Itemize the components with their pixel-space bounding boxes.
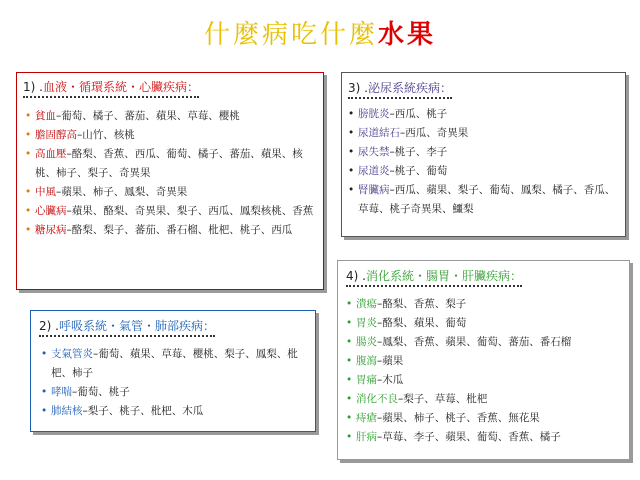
item-key: 糖尿病 (35, 224, 67, 236)
item-text: –桃子、李子 (389, 146, 448, 158)
item-key: 哮喘 (51, 386, 72, 398)
title-part-1: 什麼病吃什麼 (203, 20, 378, 50)
bullet-icon: • (348, 165, 355, 177)
item-key: 腎臟病 (358, 184, 390, 196)
page-title (0, 14, 640, 51)
item-key: 膀胱炎 (358, 108, 390, 120)
item-text: –蘋果、柿子、桃子、香蕉、無花果 (377, 412, 540, 424)
box-2-heading-text: 呼吸系統・氣管・肺部疾病： (58, 319, 215, 333)
item-text: –酪梨、香蕉、梨子 (377, 298, 467, 310)
item-text: –蘋果、柿子、鳳梨、奇異果 (56, 186, 188, 198)
box-2-heading-number: 2) . (39, 319, 59, 333)
bullet-icon: • (25, 110, 32, 122)
item-text: –酪梨、梨子、蕃茄、番石榴、枇杷、桃子、西瓜 (66, 224, 293, 236)
title-part-2: 水果 (378, 20, 437, 50)
item-key: 心臟病 (35, 205, 67, 217)
item-text: –葡萄、橘子、蕃茄、蘋果、草莓、櫻桃 (56, 110, 240, 122)
list-item (25, 126, 319, 145)
item-text: –西瓜、蘋果、梨子、葡萄、鳳梨、橘子、香瓜、草莓、桃子奇異果、鱷梨 (358, 184, 616, 215)
item-key: 高血壓 (35, 148, 67, 160)
list-item (346, 295, 628, 314)
list-item (348, 162, 623, 181)
item-text: –西瓜、桃子 (389, 108, 448, 120)
box-3-heading-text: 泌尿系統疾病： (367, 81, 452, 95)
box-4-heading (346, 267, 522, 287)
box-3-heading (348, 79, 452, 99)
item-key: 胃炎 (356, 317, 377, 329)
item-key: 尿道結石 (358, 127, 400, 139)
list-item (346, 428, 628, 447)
box-3-list (348, 105, 623, 219)
item-key: 腸炎 (356, 336, 377, 348)
bullet-icon: • (25, 205, 32, 217)
list-item (348, 143, 623, 162)
item-text: –西瓜、奇異果 (400, 127, 469, 139)
list-item (346, 352, 628, 371)
box-3-heading-number: 3) . (348, 81, 368, 95)
item-key: 肝病 (356, 431, 377, 443)
bullet-icon: • (25, 148, 32, 160)
box-2-heading (39, 317, 215, 337)
bullet-icon: • (346, 298, 353, 310)
item-key: 潰瘍 (356, 298, 377, 310)
list-item (25, 202, 319, 221)
bullet-icon: • (348, 127, 355, 139)
bullet-icon: • (348, 108, 355, 120)
bullet-icon: • (25, 129, 32, 141)
urinary-system-box (341, 72, 626, 237)
list-item (25, 183, 319, 202)
bullet-icon: • (348, 184, 355, 196)
bullet-icon: • (346, 431, 353, 443)
item-key: 痔瘡 (356, 412, 377, 424)
item-text: –鳳梨、香蕉、蘋果、葡萄、蕃茄、番石榴 (377, 336, 572, 348)
item-key: 胃痛 (356, 374, 377, 386)
item-text: –梨子、桃子、枇杷、木瓜 (82, 405, 204, 417)
item-text: –山竹、核桃 (77, 129, 135, 141)
box-4-heading-number: 4) . (346, 269, 366, 283)
list-item (25, 107, 319, 126)
list-item (41, 345, 311, 383)
item-key: 肺結核 (51, 405, 83, 417)
list-item (346, 314, 628, 333)
bullet-icon: • (346, 393, 353, 405)
bullet-icon: • (346, 355, 353, 367)
item-text: –梨子、草莓、枇杷 (398, 393, 488, 405)
box-4-heading-text: 消化系統・腸胃・肝臟疾病： (365, 269, 522, 283)
bullet-icon: • (346, 317, 353, 329)
list-item (346, 409, 628, 428)
blood-circulation-heart-box (16, 72, 324, 290)
bullet-icon: • (25, 186, 32, 198)
list-item (25, 145, 319, 183)
item-key: 中風 (35, 186, 56, 198)
item-key: 腹瀉 (356, 355, 377, 367)
digestive-liver-box (337, 260, 630, 460)
box-1-list (25, 107, 319, 240)
item-text: –草莓、李子、蘋果、葡萄、香蕉、橘子 (377, 431, 561, 443)
item-key: 支氣管炎 (51, 348, 93, 360)
list-item (348, 181, 623, 219)
bullet-icon: • (41, 348, 48, 360)
bullet-icon: • (346, 336, 353, 348)
item-text: –蘋果 (377, 355, 404, 367)
list-item (41, 383, 311, 402)
item-key: 尿道炎 (358, 165, 390, 177)
bullet-icon: • (25, 224, 32, 236)
item-key: 膽固醇高 (35, 129, 77, 141)
item-text: –葡萄、蘋果、草莓、櫻桃、梨子、鳳梨、枇杷、柿子 (51, 348, 298, 379)
item-text: –蘋果、酪梨、奇異果、梨子、西瓜、鳳梨核桃、香蕉 (66, 205, 314, 217)
item-text: –酪梨、蘋果、葡萄 (377, 317, 467, 329)
box-1-heading (23, 78, 199, 98)
bullet-icon: • (41, 405, 48, 417)
item-text: –葡萄、桃子 (72, 386, 130, 398)
bullet-icon: • (348, 146, 355, 158)
list-item (346, 390, 628, 409)
list-item (346, 333, 628, 352)
box-2-list (41, 345, 311, 421)
respiratory-lung-box (30, 310, 316, 432)
list-item (346, 371, 628, 390)
item-key: 尿失禁 (358, 146, 390, 158)
item-key: 貧血 (35, 110, 56, 122)
bullet-icon: • (346, 374, 353, 386)
item-text: –酪梨、香蕉、西瓜、葡萄、橘子、蕃茄、蘋果、核桃、柿子、梨子、奇異果 (35, 148, 303, 179)
item-text: –木瓜 (377, 374, 404, 386)
item-key: 消化不良 (356, 393, 398, 405)
item-text: –桃子、葡萄 (389, 165, 448, 177)
list-item (348, 124, 623, 143)
bullet-icon: • (346, 412, 353, 424)
box-1-heading-text: 血液・循環系統・心臟疾病： (42, 80, 199, 94)
list-item (25, 221, 319, 240)
box-4-list (346, 295, 628, 447)
box-1-heading-number: 1) . (23, 80, 43, 94)
bullet-icon: • (41, 386, 48, 398)
list-item (348, 105, 623, 124)
list-item (41, 402, 311, 421)
